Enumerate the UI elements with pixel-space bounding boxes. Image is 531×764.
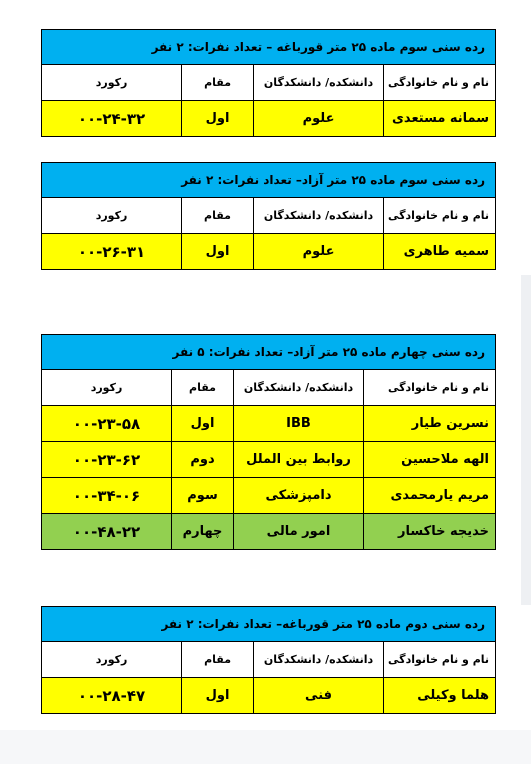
- table-row: [42, 442, 496, 478]
- results-table-4: [41, 606, 496, 714]
- header-record: رکورد: [42, 642, 182, 678]
- header-faculty: دانشکده/ دانشکدگان: [234, 370, 364, 406]
- results-table-3: [41, 334, 496, 550]
- header-rank: مقام: [182, 65, 254, 101]
- athlete-record: ۰۰-۳۴-۰۶: [72, 486, 141, 505]
- table-title: رده سنی سوم ماده ۲۵ متر قورباغه – تعداد نفرات: ۲ نفر: [42, 30, 496, 65]
- athlete-faculty: امور مالی: [234, 514, 364, 550]
- header-faculty: دانشکده/ دانشکدگان: [254, 65, 384, 101]
- athlete-record: ۰۰-۲۴-۳۲: [77, 109, 146, 128]
- header-rank: مقام: [172, 370, 234, 406]
- athlete-faculty: دامپزشکی: [234, 478, 364, 514]
- header-name: نام و نام خانوادگی: [384, 642, 496, 678]
- athlete-faculty: روابط بین الملل: [234, 442, 364, 478]
- table-row: [42, 101, 496, 137]
- page-bottom-shade: [0, 730, 531, 764]
- athlete-record: ۰۰-۲۸-۴۷: [77, 686, 146, 705]
- results-table-1: [41, 29, 496, 137]
- athlete-record: ۰۰-۲۳-۶۲: [72, 450, 141, 469]
- header-name: نام و نام خانوادگی: [384, 198, 496, 234]
- athlete-faculty: IBB: [234, 406, 364, 442]
- header-name: نام و نام خانوادگی: [364, 370, 496, 406]
- table-title: رده سنی دوم ماده ۲۵ متر قورباغه– تعداد نفرات: ۲ نفر: [42, 607, 496, 642]
- athlete-rank: اول: [182, 234, 254, 270]
- results-table-2: [41, 162, 496, 270]
- athlete-rank: چهارم: [172, 514, 234, 550]
- table-row: [42, 406, 496, 442]
- athlete-record: ۰۰-۲۳-۵۸: [72, 414, 141, 433]
- athlete-rank: اول: [182, 101, 254, 137]
- athlete-record: ۰۰-۴۸-۲۲: [72, 522, 141, 541]
- athlete-rank: دوم: [172, 442, 234, 478]
- header-record: رکورد: [42, 198, 182, 234]
- athlete-rank: سوم: [172, 478, 234, 514]
- athlete-rank: اول: [172, 406, 234, 442]
- table-title: رده سنی سوم ماده ۲۵ متر آزاد– تعداد نفرات: ۲ نفر: [42, 163, 496, 198]
- table-row: [42, 514, 496, 550]
- table-row: [42, 478, 496, 514]
- header-rank: مقام: [182, 642, 254, 678]
- page-side-shade: [521, 275, 531, 605]
- header-rank: مقام: [182, 198, 254, 234]
- header-faculty: دانشکده/ دانشکدگان: [254, 198, 384, 234]
- table-title: رده سنی چهارم ماده ۲۵ متر آزاد– تعداد نفرات: ۵ نفر: [42, 335, 496, 370]
- header-record: رکورد: [42, 370, 172, 406]
- athlete-name: نسرین طیار: [364, 406, 496, 442]
- athlete-name: مریم یارمحمدی: [364, 478, 496, 514]
- athlete-faculty: علوم: [254, 101, 384, 137]
- header-faculty: دانشکده/ دانشکدگان: [254, 642, 384, 678]
- athlete-name: هلما وکیلی: [384, 678, 496, 714]
- table-row: [42, 678, 496, 714]
- athlete-faculty: علوم: [254, 234, 384, 270]
- header-record: رکورد: [42, 65, 182, 101]
- athlete-name: الهه ملاحسین: [364, 442, 496, 478]
- athlete-faculty: فنی: [254, 678, 384, 714]
- athlete-name: خدیجه خاکسار: [364, 514, 496, 550]
- athlete-name: سمیه طاهری: [384, 234, 496, 270]
- athlete-name: سمانه مستعدی: [384, 101, 496, 137]
- table-row: [42, 234, 496, 270]
- athlete-record: ۰۰-۲۶-۳۱: [77, 242, 146, 261]
- header-name: نام و نام خانوادگی: [384, 65, 496, 101]
- athlete-rank: اول: [182, 678, 254, 714]
